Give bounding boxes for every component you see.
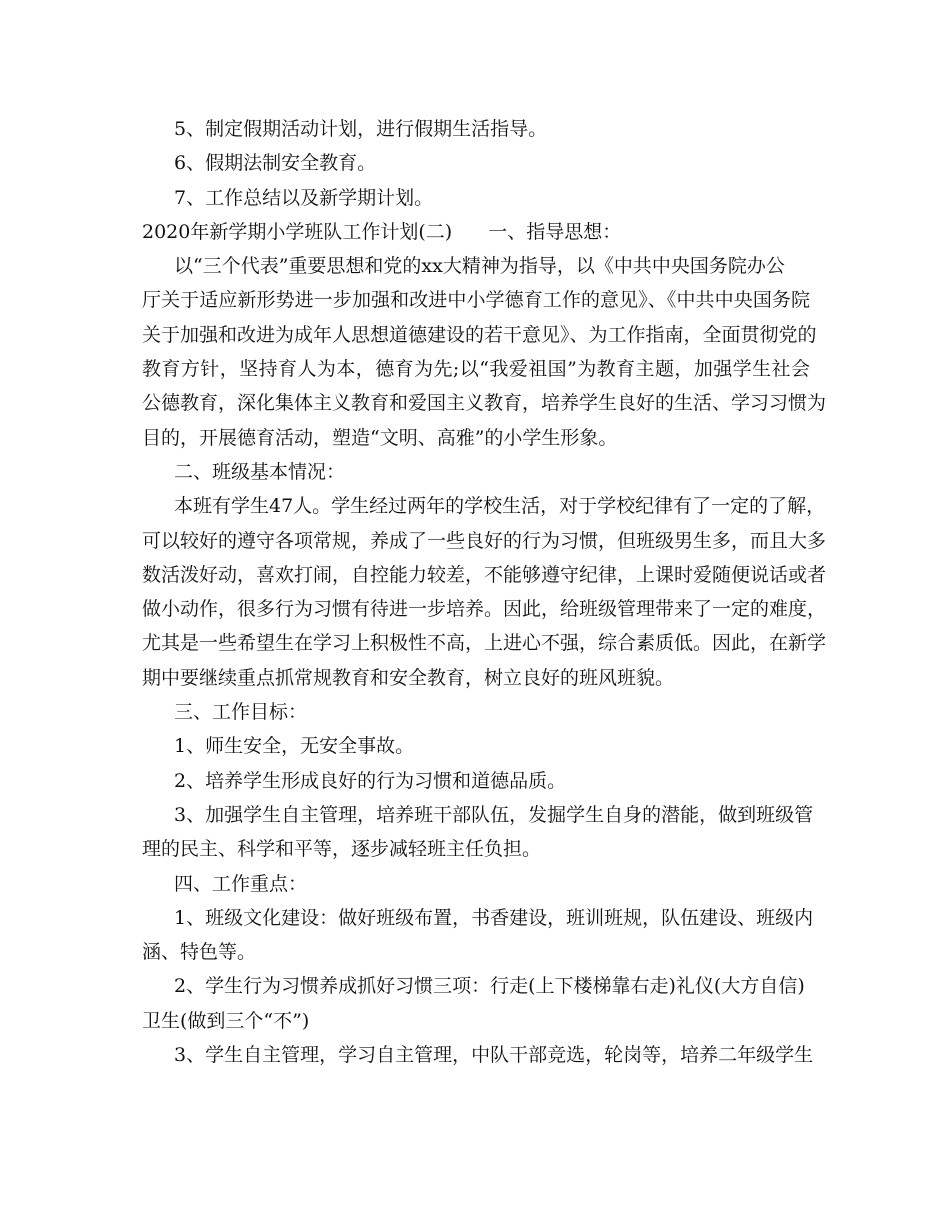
document-heading bbox=[142, 215, 810, 249]
section-heading: 四、工作重点： bbox=[174, 872, 308, 895]
paragraph-guiding-thought bbox=[142, 249, 827, 455]
list-item-continuation: 涵、特色等。 bbox=[142, 941, 257, 964]
document-body bbox=[142, 112, 827, 1072]
paragraph-line: 教育方针，坚持育人为本，德育为先;以“我爱祖国”为教育主题，加强学生社会 bbox=[142, 358, 810, 381]
paragraph-line: 以“三个代表”重要思想和党的xx大精神为指导，以《中共中央国务院办公 bbox=[174, 255, 785, 278]
list-item: 3、加强学生自主管理，培养班干部队伍，发掘学生自身的潜能，做到班级管 bbox=[174, 803, 814, 826]
list-item: 5、制定假期活动计划，进行假期生活指导。 bbox=[174, 118, 548, 140]
list-item-continuation: 理的民主、科学和平等，逐步减轻班主任负担。 bbox=[142, 838, 542, 861]
paragraph-line: 目的，开展德育活动，塑造“文明、高雅”的小学生形象。 bbox=[142, 426, 618, 449]
paragraph-line: 期中要继续重点抓常规教育和安全教育，树立良好的班风班貌。 bbox=[142, 666, 675, 689]
paragraph-line: 可以较好的遵守各项常规，养成了一些良好的行为习惯，但班级男生多，而且大多 bbox=[142, 529, 827, 552]
paragraph-line: 本班有学生47人。学生经过两年的学校生活，对于学校纪律有了一定的了解， bbox=[174, 495, 826, 518]
section-heading: 一、指导思想： bbox=[488, 220, 622, 243]
list-item: 2、培养学生形成良好的行为习惯和道德品质。 bbox=[174, 769, 567, 792]
list-item-continuation: 卫生(做到三个“不”) bbox=[142, 1009, 310, 1032]
paragraph-line: 公德教育，深化集体主义教育和爱国主义教育，培养学生良好的生活、学习习惯为 bbox=[142, 392, 827, 415]
list-item: 6、假期法制安全教育。 bbox=[174, 152, 377, 175]
paragraph-line: 尤其是一些希望生在学习上积极性不高，上进心不强，综合素质低。因此，在新学 bbox=[142, 632, 827, 655]
list-item: 1、师生安全，无安全事故。 bbox=[174, 735, 415, 758]
paragraph-line: 关于加强和改进为成年人思想道德建设的若干意见》、为工作指南，全面贯彻党的 bbox=[142, 323, 817, 346]
paragraph-line: 厅关于适应新形势进一步加强和改进中小学德育工作的意见》、《中共中央国务院 bbox=[142, 289, 810, 312]
paragraph-line: 数活泼好动，喜欢打闹，自控能力较差，不能够遵守纪律，上课时爱随便说话或者 bbox=[142, 563, 827, 586]
section-heading: 三、工作目标： bbox=[174, 701, 308, 724]
list-item: 2、学生行为习惯养成抓好习惯三项：行走(上下楼梯靠右走)礼仪(大方自信) bbox=[174, 975, 805, 998]
paragraph-class-situation bbox=[142, 489, 827, 695]
paragraph-line: 做小动作，很多行为习惯有待进一步培养。因此，给班级管理带来了一定的难度， bbox=[142, 598, 827, 621]
section-heading: 二、班级基本情况： bbox=[174, 460, 346, 483]
list-item: 3、学生自主管理，学习自主管理，中队干部竞选，轮岗等，培养二年级学生 bbox=[174, 1044, 814, 1067]
list-item: 1、班级文化建设：做好班级布置，书香建设，班训班规，队伍建设、班级内 bbox=[174, 906, 814, 929]
document-title: 2020年新学期小学班队工作计划(二) bbox=[142, 220, 453, 243]
list-item: 7、工作总结以及新学期计划。 bbox=[174, 186, 434, 209]
